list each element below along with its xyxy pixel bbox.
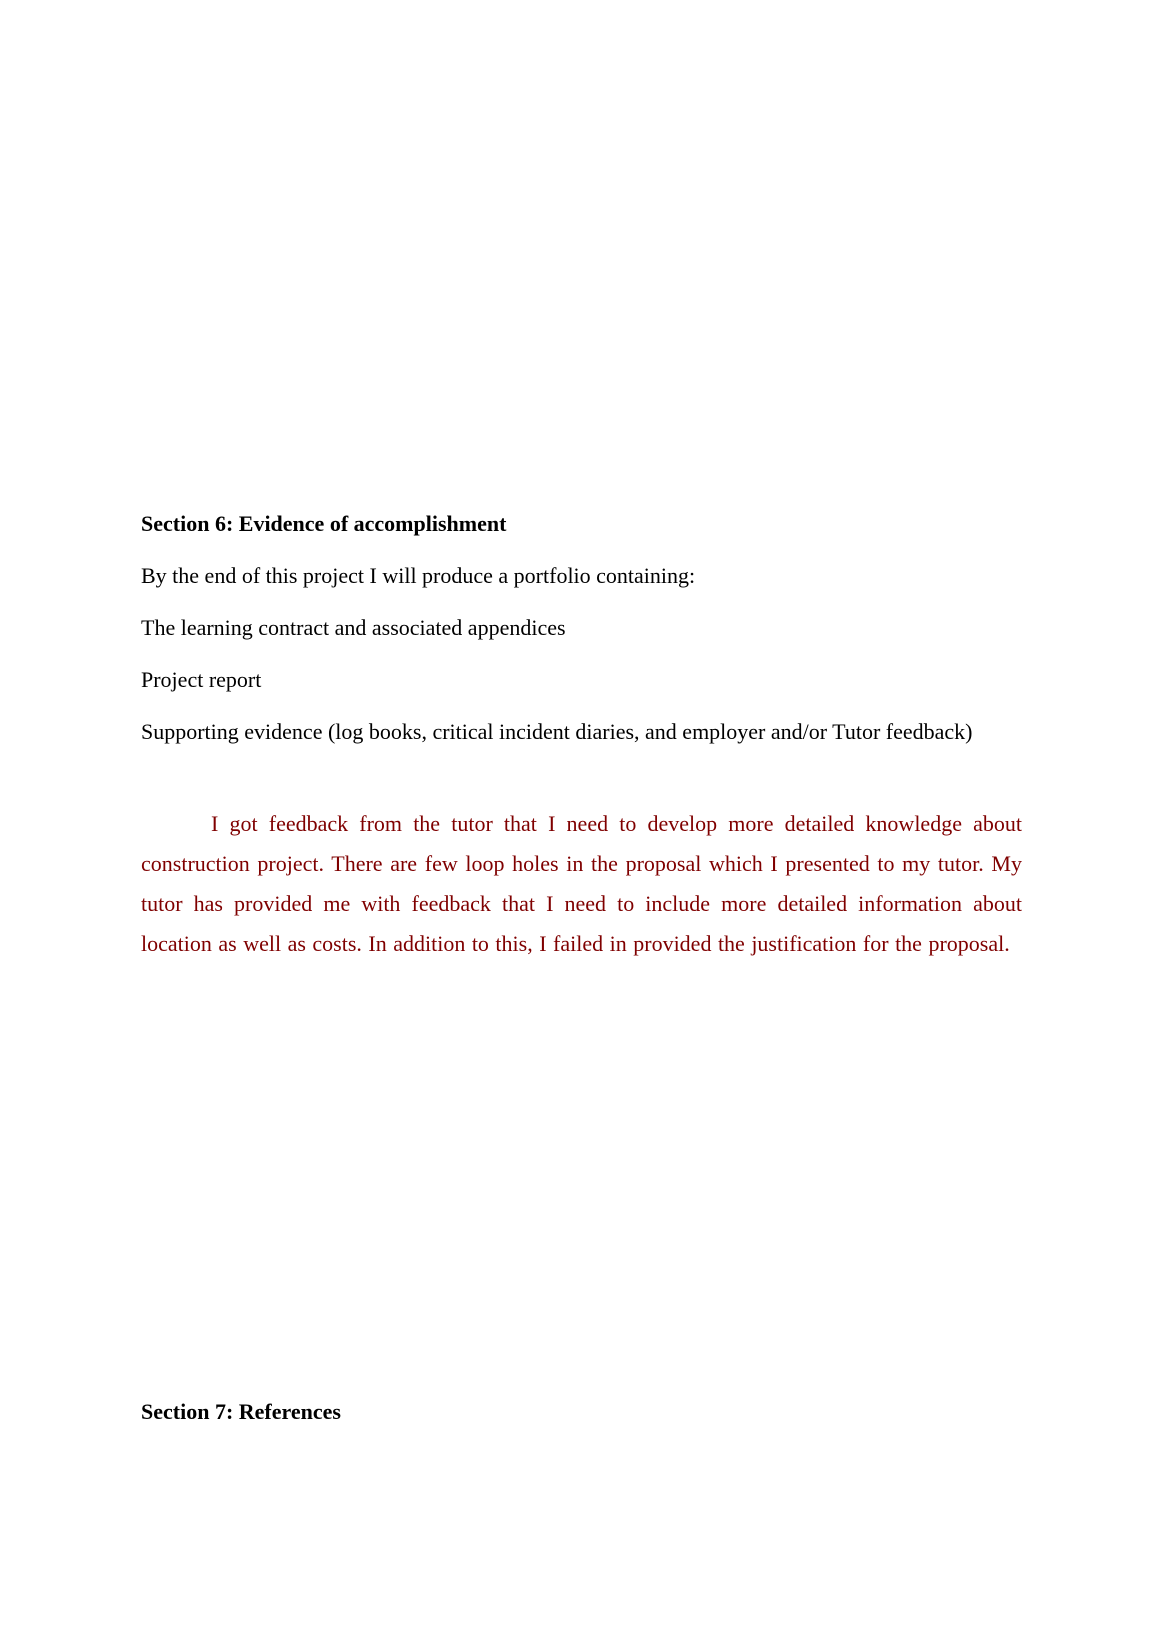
portfolio-intro-text: By the end of this project I will produce a portfolio containing: [141,563,696,588]
portfolio-item-project-report: Project report [141,667,262,692]
section-6-heading: Section 6: Evidence of accomplishment [141,511,507,536]
portfolio-item-supporting-evidence: Supporting evidence (log books, critical incident diaries, and employer and/or Tutor feedback) [141,719,973,744]
section-7-heading: Section 7: References [141,1399,341,1424]
tutor-feedback-paragraph: I got feedback from the tutor that I need to develop more detailed knowledge about construction project. There are few loop holes in the proposal which I presented to my tutor. My tutor has provided me with feedback that I need to include more detailed information about location as well as costs. In addition to this, I failed in provided the justification for the proposal. [141,811,1022,956]
portfolio-item-learning-contract: The learning contract and associated appendices [141,615,566,640]
